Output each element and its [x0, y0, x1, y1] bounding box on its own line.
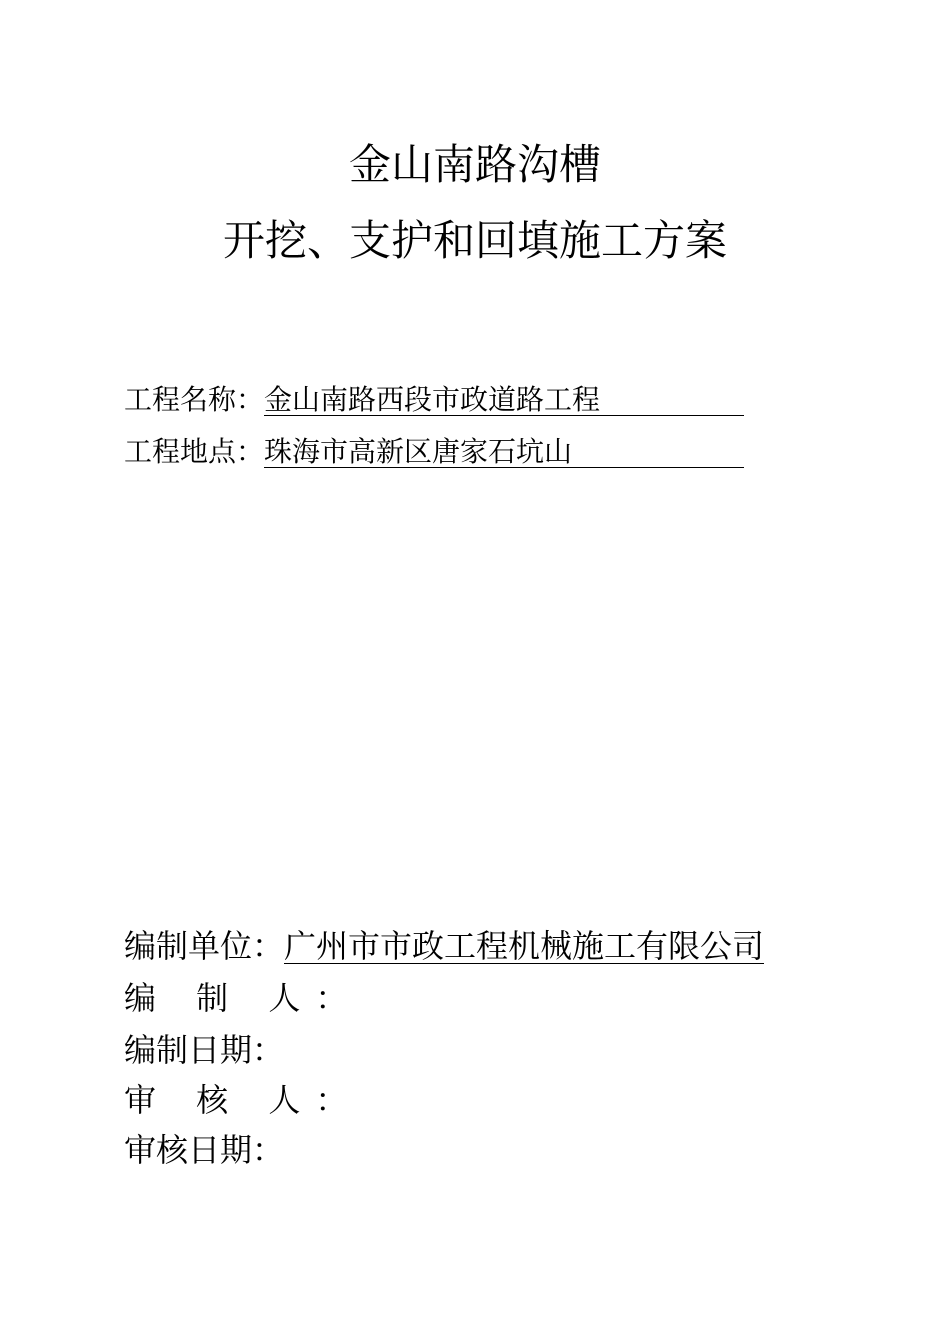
project-site-label: 工程地点：: [124, 435, 265, 468]
project-site-row: [124, 434, 744, 470]
document-title-line-2: 开挖、支护和回填施工方案: [222, 216, 727, 265]
compile-date-label: 编制日期：: [124, 1031, 285, 1069]
compiling-unit-value: 广州市市政工程机械施工有限公司: [284, 927, 765, 965]
project-site-value: 珠海市高新区唐家石坑山: [264, 437, 744, 468]
compile-date-row: [124, 1030, 284, 1070]
project-name-value: 金山南路西段市政道路工程: [264, 385, 744, 416]
compiling-unit-label: 编制单位：: [124, 927, 285, 965]
reviewer-row: [124, 1080, 362, 1120]
author-label: 编 制 人：: [124, 979, 363, 1017]
project-name-row: [124, 382, 744, 418]
review-date-row: [124, 1130, 284, 1170]
project-name-label: 工程名称：: [124, 383, 265, 416]
compiling-unit-row: [124, 926, 764, 966]
review-date-label: 审核日期：: [124, 1131, 285, 1169]
reviewer-label: 审 核 人：: [124, 1081, 363, 1119]
author-row: [124, 978, 362, 1018]
document-title-line-1: 金山南路沟槽: [348, 140, 601, 189]
